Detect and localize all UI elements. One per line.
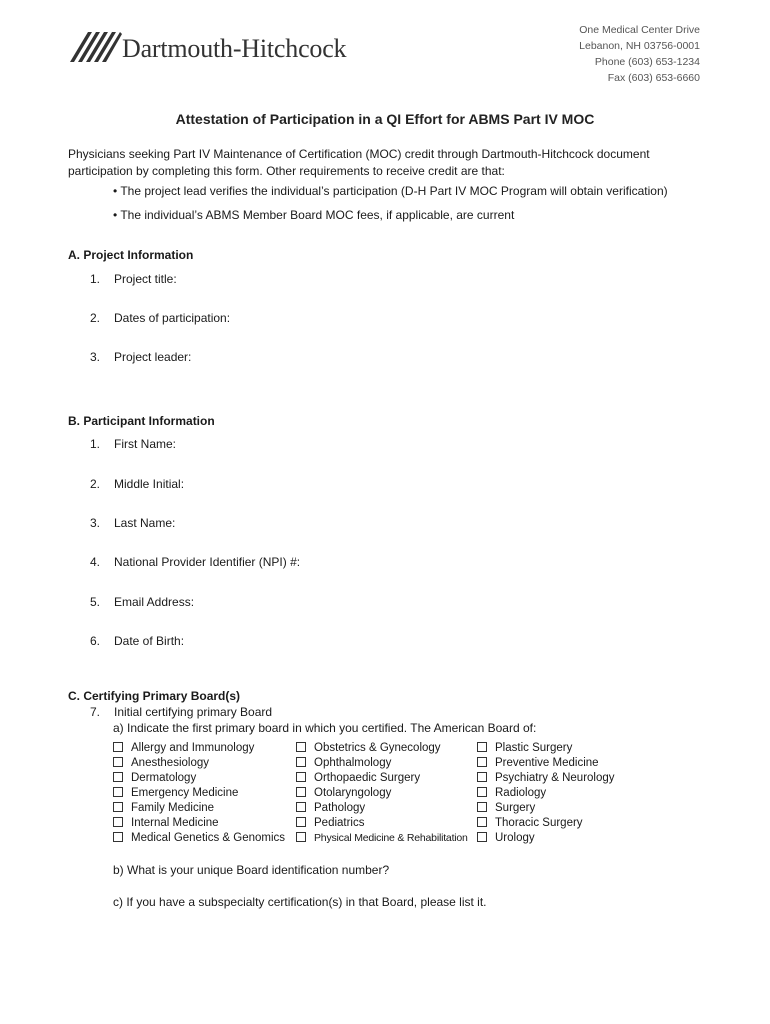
- board-option[interactable]: [477, 816, 615, 831]
- middle-initial-field[interactable]: [90, 477, 184, 491]
- first-name-field[interactable]: [90, 437, 176, 451]
- board-option[interactable]: [113, 771, 285, 786]
- board-option[interactable]: [477, 786, 615, 801]
- item-label: Email Address:: [114, 595, 195, 609]
- board-option[interactable]: [113, 816, 285, 831]
- board-column-1: [113, 741, 285, 846]
- board-label: Family Medicine: [131, 802, 215, 814]
- item-number: 6.: [90, 634, 101, 648]
- board-label: Pediatrics: [314, 817, 365, 829]
- board-label: Anesthesiology: [131, 757, 209, 769]
- board-label: Dermatology: [131, 772, 197, 784]
- item-label: National Provider Identifier (NPI) #:: [114, 555, 301, 569]
- item-label: First Name:: [114, 437, 177, 451]
- section-a-heading: A. Project Information: [68, 248, 194, 262]
- item-number: 2.: [90, 477, 101, 491]
- board-option[interactable]: [296, 831, 468, 846]
- checkbox-icon[interactable]: [113, 742, 123, 752]
- checkbox-icon[interactable]: [296, 757, 306, 767]
- address-block: [579, 22, 700, 86]
- board-option[interactable]: [296, 771, 468, 786]
- board-option[interactable]: [113, 741, 285, 756]
- board-label: Orthopaedic Surgery: [314, 772, 421, 784]
- item-number: 5.: [90, 595, 101, 609]
- item-label: Dates of participation:: [114, 311, 231, 325]
- project-leader-field[interactable]: [90, 350, 191, 364]
- checkbox-icon[interactable]: [296, 832, 306, 842]
- board-option[interactable]: [296, 801, 468, 816]
- checkbox-icon[interactable]: [477, 832, 487, 842]
- checkbox-icon[interactable]: [113, 787, 123, 797]
- dates-of-participation-field[interactable]: [90, 311, 230, 325]
- checkbox-icon[interactable]: [477, 772, 487, 782]
- board-option[interactable]: [113, 756, 285, 771]
- checkbox-icon[interactable]: [113, 772, 123, 782]
- board-option[interactable]: [296, 816, 468, 831]
- checkbox-icon[interactable]: [477, 817, 487, 827]
- board-label: Physical Medicine & Rehabilitation: [314, 832, 468, 844]
- board-option[interactable]: [113, 831, 285, 846]
- checkbox-icon[interactable]: [477, 742, 487, 752]
- board-label: Psychiatry & Neurology: [495, 772, 615, 784]
- checkbox-icon[interactable]: [296, 802, 306, 812]
- email-address-field[interactable]: [90, 595, 194, 609]
- board-label: Preventive Medicine: [495, 757, 599, 769]
- board-label: Medical Genetics & Genomics: [131, 832, 286, 844]
- logo-text: Dartmouth-Hitchcock: [122, 34, 347, 63]
- checkbox-icon[interactable]: [477, 757, 487, 767]
- dartmouth-hitchcock-logo: [70, 30, 375, 70]
- section-b-heading: B. Participant Information: [68, 414, 215, 428]
- item-number: 1.: [90, 437, 101, 451]
- checkbox-icon[interactable]: [477, 802, 487, 812]
- checkbox-icon[interactable]: [296, 817, 306, 827]
- last-name-field[interactable]: [90, 516, 175, 530]
- checkbox-icon[interactable]: [296, 787, 306, 797]
- checkbox-icon[interactable]: [113, 802, 123, 812]
- intro-paragraph: Physicians seeking Part IV Maintenance of Certification (MOC) credit through Dartmouth-Hitchcock document participation by completing this form. Other requirements to receive credit are that:: [68, 147, 650, 178]
- requirement-bullet: • The individual’s ABMS Member Board MOC fees, if applicable, are current: [113, 208, 515, 222]
- question-c: c) If you have a subspecialty certification(s) in that Board, please list it.: [113, 895, 487, 909]
- address-line: Lebanon, NH 03756-0001: [579, 40, 700, 52]
- checkbox-icon[interactable]: [296, 772, 306, 782]
- project-title-field[interactable]: [90, 272, 177, 286]
- board-label: Allergy and Immunology: [131, 742, 255, 754]
- checkbox-icon[interactable]: [113, 757, 123, 767]
- fax-line: Fax (603) 653-6660: [607, 72, 700, 84]
- board-option[interactable]: [113, 786, 285, 801]
- board-label: Ophthalmology: [314, 757, 392, 769]
- date-of-birth-field[interactable]: [90, 634, 184, 648]
- board-label: Internal Medicine: [131, 817, 219, 829]
- board-option[interactable]: [477, 831, 615, 846]
- board-column-3: [477, 741, 615, 846]
- checkbox-icon[interactable]: [296, 742, 306, 752]
- board-label: Radiology: [495, 787, 547, 799]
- item-label: Date of Birth:: [114, 634, 185, 648]
- item-label: Project leader:: [114, 350, 192, 364]
- board-label: Obstetrics & Gynecology: [314, 742, 441, 754]
- item-number: 3.: [90, 350, 101, 364]
- question-a: a) Indicate the first primary board in which you certified. The American Board of:: [113, 721, 537, 735]
- board-label: Otolaryngology: [314, 787, 392, 799]
- phone-line: Phone (603) 653-1234: [594, 56, 700, 68]
- item-number: 3.: [90, 516, 101, 530]
- logo-stripes-icon: [70, 32, 122, 62]
- board-label: Emergency Medicine: [131, 787, 239, 799]
- board-option[interactable]: [296, 741, 468, 756]
- item-label: Middle Initial:: [114, 477, 185, 491]
- board-option[interactable]: [296, 756, 468, 771]
- checkbox-icon[interactable]: [113, 817, 123, 827]
- board-label: Urology: [495, 832, 535, 844]
- item-number: 2.: [90, 311, 101, 325]
- board-option[interactable]: [296, 786, 468, 801]
- item-number: 4.: [90, 555, 101, 569]
- section-c-heading: C. Certifying Primary Board(s): [68, 689, 241, 703]
- board-label: Plastic Surgery: [495, 742, 573, 754]
- board-label: Surgery: [495, 802, 536, 814]
- item-number: 7.: [90, 705, 101, 719]
- board-option[interactable]: [113, 801, 285, 816]
- item-label: Initial certifying primary Board: [114, 705, 273, 719]
- question-b: b) What is your unique Board identification number?: [113, 863, 390, 877]
- board-option[interactable]: [477, 756, 615, 771]
- board-column-2: [296, 741, 468, 846]
- board-option[interactable]: [477, 801, 615, 816]
- board-label: Pathology: [314, 802, 366, 814]
- board-option[interactable]: [477, 741, 615, 756]
- checkbox-icon[interactable]: [477, 787, 487, 797]
- board-option[interactable]: [477, 771, 615, 786]
- npi-field[interactable]: [90, 555, 300, 569]
- requirement-bullet: • The project lead verifies the individual’s participation (D-H Part IV MOC Program will obtain verification): [113, 184, 668, 198]
- initial-board-item: [90, 705, 272, 719]
- page-title: Attestation of Participation in a QI Effort for ABMS Part IV MOC: [175, 111, 595, 127]
- item-label: Last Name:: [114, 516, 176, 530]
- address-line: One Medical Center Drive: [579, 24, 700, 36]
- item-label: Project title:: [114, 272, 177, 286]
- item-number: 1.: [90, 272, 101, 286]
- board-label: Thoracic Surgery: [495, 817, 583, 829]
- checkbox-icon[interactable]: [113, 832, 123, 842]
